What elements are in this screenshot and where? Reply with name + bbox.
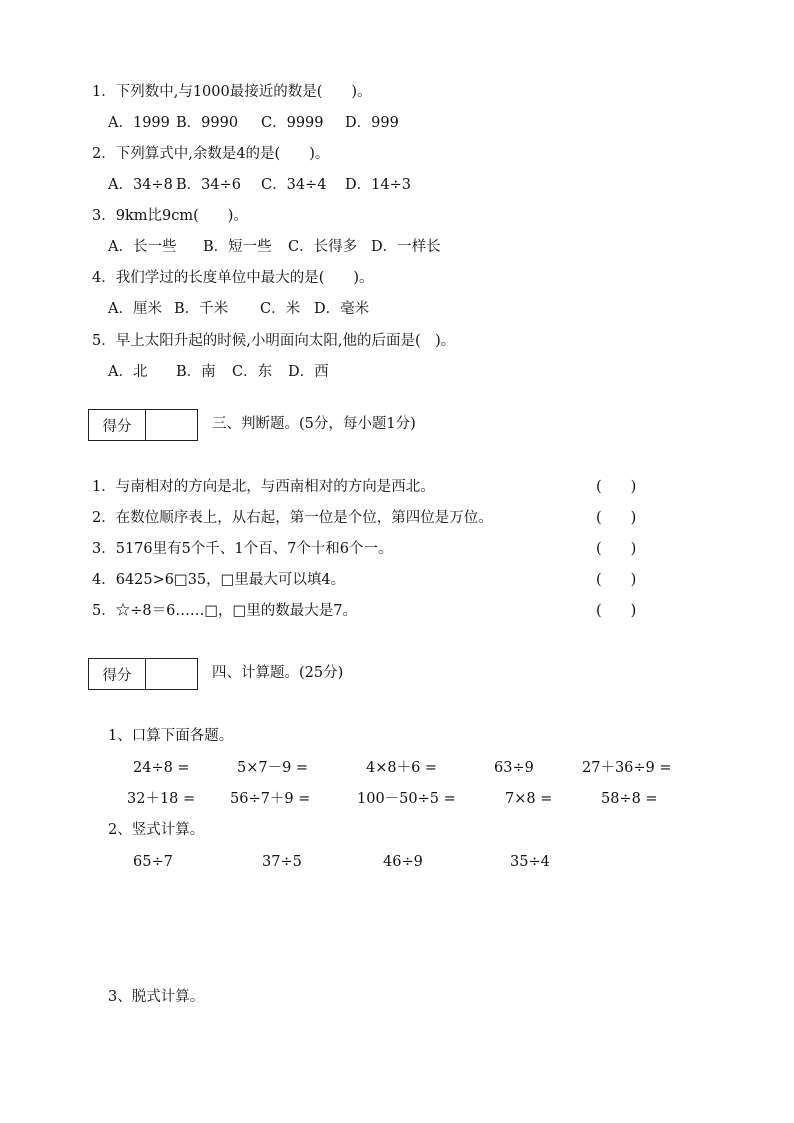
option: C．长得多 xyxy=(288,239,358,255)
option: A．厘米 xyxy=(108,301,162,317)
option: A．1999 xyxy=(108,115,170,131)
mental-calc: 4×8＋6 = xyxy=(366,760,438,776)
judge-answer-3[interactable]: ( ) xyxy=(596,541,637,557)
option: A．长一些 xyxy=(108,239,177,255)
mental-calc: 7×8 = xyxy=(505,791,553,807)
choice-q3-options xyxy=(108,237,441,257)
option: C．东 xyxy=(232,364,273,380)
choice-q2-stem: 2．下列算式中,余数是4的是( )。 xyxy=(92,146,330,162)
vertical-calc: 37÷5 xyxy=(262,854,302,870)
option: B．9990 xyxy=(176,115,239,131)
judge-item-3: 3．5176里有5个千、1个百、7个十和6个一。 xyxy=(92,541,393,557)
option: D．999 xyxy=(345,115,399,131)
option: B．南 xyxy=(176,364,216,380)
mental-calc: 58÷8 = xyxy=(601,791,658,807)
mental-calc: 56÷7＋9 = xyxy=(230,791,311,807)
mental-calc: 32＋18 = xyxy=(127,791,196,807)
score-label: 得分 xyxy=(89,410,146,440)
mental-calc: 27＋36÷9 = xyxy=(582,760,672,776)
judge-answer-1[interactable]: ( ) xyxy=(596,479,637,495)
choice-q4-options xyxy=(108,299,369,319)
option: D．西 xyxy=(288,364,329,380)
vertical-calc: 35÷4 xyxy=(510,854,550,870)
option: D．14÷3 xyxy=(345,177,411,193)
mental-calc: 63÷9 xyxy=(494,760,534,776)
score-blank[interactable] xyxy=(146,410,197,440)
sub1-title: 1、口算下面各题。 xyxy=(108,728,234,744)
choice-q1-stem: 1．下列数中,与1000最接近的数是( )。 xyxy=(92,84,372,100)
judge-item-2: 2．在数位顺序表上，从右起，第一位是个位，第四位是万位。 xyxy=(92,510,493,526)
judge-answer-4[interactable]: ( ) xyxy=(596,572,637,588)
judge-item-1: 1．与南相对的方向是北，与西南相对的方向是西北。 xyxy=(92,479,435,495)
mental-calc: 24÷8 = xyxy=(133,760,190,776)
choice-q4-stem: 4．我们学过的长度单位中最大的是( )。 xyxy=(92,270,374,286)
vertical-calc: 65÷7 xyxy=(133,854,173,870)
option: B．千米 xyxy=(174,301,229,317)
option: C．9999 xyxy=(261,115,324,131)
vertical-calc: 46÷9 xyxy=(383,854,423,870)
option: C．34÷4 xyxy=(261,177,327,193)
choice-q3-stem: 3．9km比9cm( )。 xyxy=(92,208,248,224)
option: C．米 xyxy=(260,301,301,317)
judge-answer-5[interactable]: ( ) xyxy=(596,603,637,619)
score-blank[interactable] xyxy=(146,659,197,689)
choice-q5-stem: 5．早上太阳升起的时候,小明面向太阳,他的后面是( )。 xyxy=(92,333,456,349)
judge-answer-2[interactable]: ( ) xyxy=(596,510,637,526)
score-box-section3 xyxy=(88,409,198,441)
score-label: 得分 xyxy=(89,659,146,689)
mental-calc: 5×7－9 = xyxy=(237,760,309,776)
option: A．北 xyxy=(108,364,148,380)
choice-q1-options xyxy=(108,113,399,133)
section4-title: 四、计算题。(25分) xyxy=(212,665,344,681)
section3-title: 三、判断题。(5分，每小题1分) xyxy=(212,416,416,432)
judge-item-4: 4．6425>6□35，□里最大可以填4。 xyxy=(92,572,346,588)
option: D．毫米 xyxy=(314,301,370,317)
choice-q5-options xyxy=(108,362,329,382)
option: D．一样长 xyxy=(371,239,441,255)
mental-calc: 100－50÷5 = xyxy=(357,791,456,807)
option: A．34÷8 xyxy=(108,177,173,193)
choice-q2-options xyxy=(108,175,411,195)
option: B．34÷6 xyxy=(176,177,241,193)
option: B．短一些 xyxy=(203,239,272,255)
judge-item-5: 5．☆÷8＝6……□，□里的数最大是7。 xyxy=(92,603,357,619)
sub2-title: 2、竖式计算。 xyxy=(108,822,205,838)
score-box-section4 xyxy=(88,658,198,690)
sub3-title: 3、脱式计算。 xyxy=(108,989,205,1005)
